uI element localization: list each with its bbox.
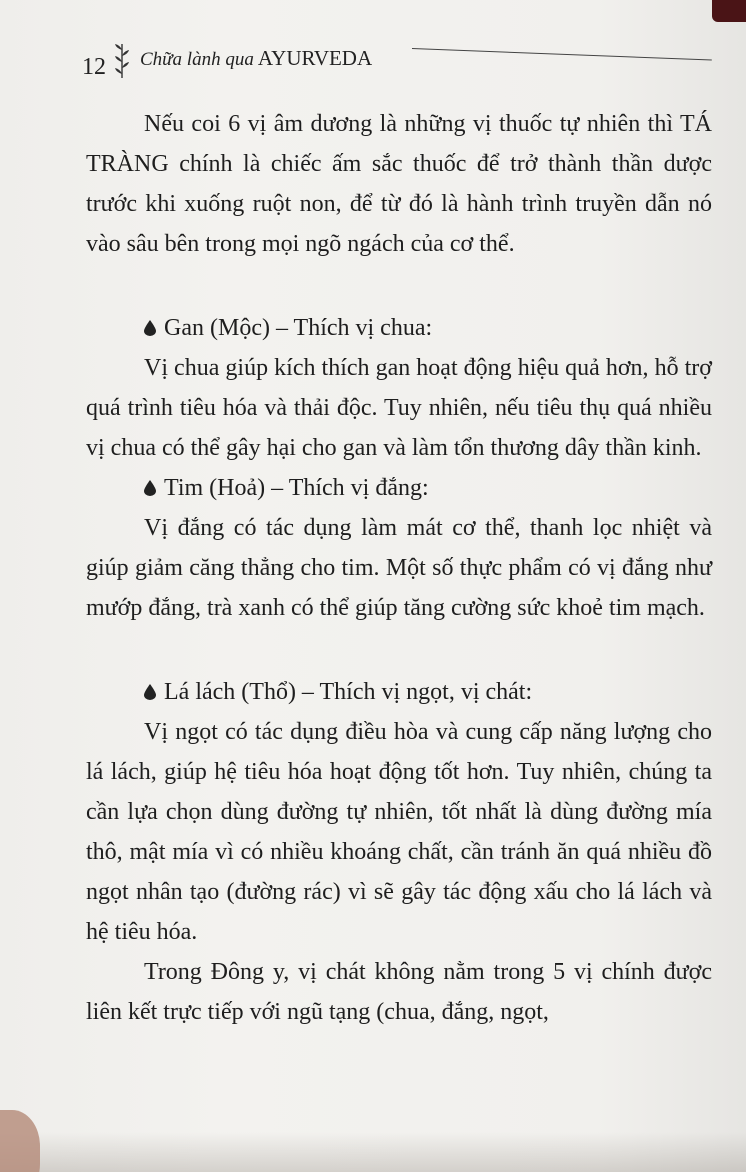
spleen-heading-text: Lá lách (Thổ) – Thích vị ngọt, vị chát:	[164, 679, 533, 705]
header-rule	[412, 48, 712, 61]
liver-paragraph: Vị chua giúp kích thích gan hoạt động hiệu quả hơn, hỗ trợ quá trình tiêu hóa và thải độc. Tuy nhiên, nếu tiêu thụ quá nhiều vị chua có thể gây hại cho gan và làm tổn thương dây thần kinh.	[86, 355, 712, 461]
heart-heading-text: Tim (Hoả) – Thích vị đắng:	[164, 475, 429, 501]
intro-paragraph: Nếu coi 6 vị âm dương là những vị thuốc tự nhiên thì TÁ TRÀNG chính là chiếc ấm sắc thuốc để trở thành thần dược trước khi xuống ruột non, để từ đó là hành trình truyền dẫn nó vào sâu bên trong mọi ngõ ngách của cơ thể.	[86, 111, 712, 257]
spacer	[86, 628, 712, 672]
heart-paragraph: Vị đắng có tác dụng làm mát cơ thể, thanh lọc nhiệt và giúp giảm căng thẳng cho tim. Một số thực phẩm có vị đắng như mướp đắng, trà xanh có thể giúp tăng cường sức khoẻ tim mạch.	[86, 515, 712, 621]
liver-heading-text: Gan (Mộc) – Thích vị chua:	[164, 315, 433, 341]
sprig-icon	[112, 42, 132, 80]
liver-heading	[86, 308, 712, 348]
heart-heading	[86, 468, 712, 508]
dongy-paragraph: Trong Đông y, vị chát không nằm trong 5 vị chính được liên kết trực tiếp với ngũ tạng (chua, đắng, ngọt,	[86, 959, 712, 1025]
drop-icon	[144, 684, 156, 700]
body-text	[86, 104, 712, 1032]
thumb-shadow	[0, 1110, 40, 1172]
spleen-heading	[86, 672, 712, 712]
bottom-shadow	[0, 1132, 746, 1172]
running-header	[82, 40, 712, 80]
spacer	[86, 264, 712, 308]
running-title	[140, 46, 372, 71]
bookmark-ribbon	[712, 0, 746, 22]
running-title-italic: Chữa lành qua	[140, 49, 254, 70]
spleen-paragraph: Vị ngọt có tác dụng điều hòa và cung cấp năng lượng cho lá lách, giúp hệ tiêu hóa hoạt động tốt hơn. Tuy nhiên, chúng ta cần lựa chọn dùng đường tự nhiên, tốt nhất là dùng đường mía thô, mật mía vì có nhiều khoáng chất, cần tránh ăn quá nhiều đồ ngọt nhân tạo (đường rác) vì sẽ gây tác động xấu cho lá lách và hệ tiêu hóa.	[86, 719, 712, 945]
running-title-caps: AYURVEDA	[257, 46, 373, 70]
page-number: 12	[82, 54, 106, 80]
drop-icon	[144, 320, 156, 336]
drop-icon	[144, 480, 156, 496]
